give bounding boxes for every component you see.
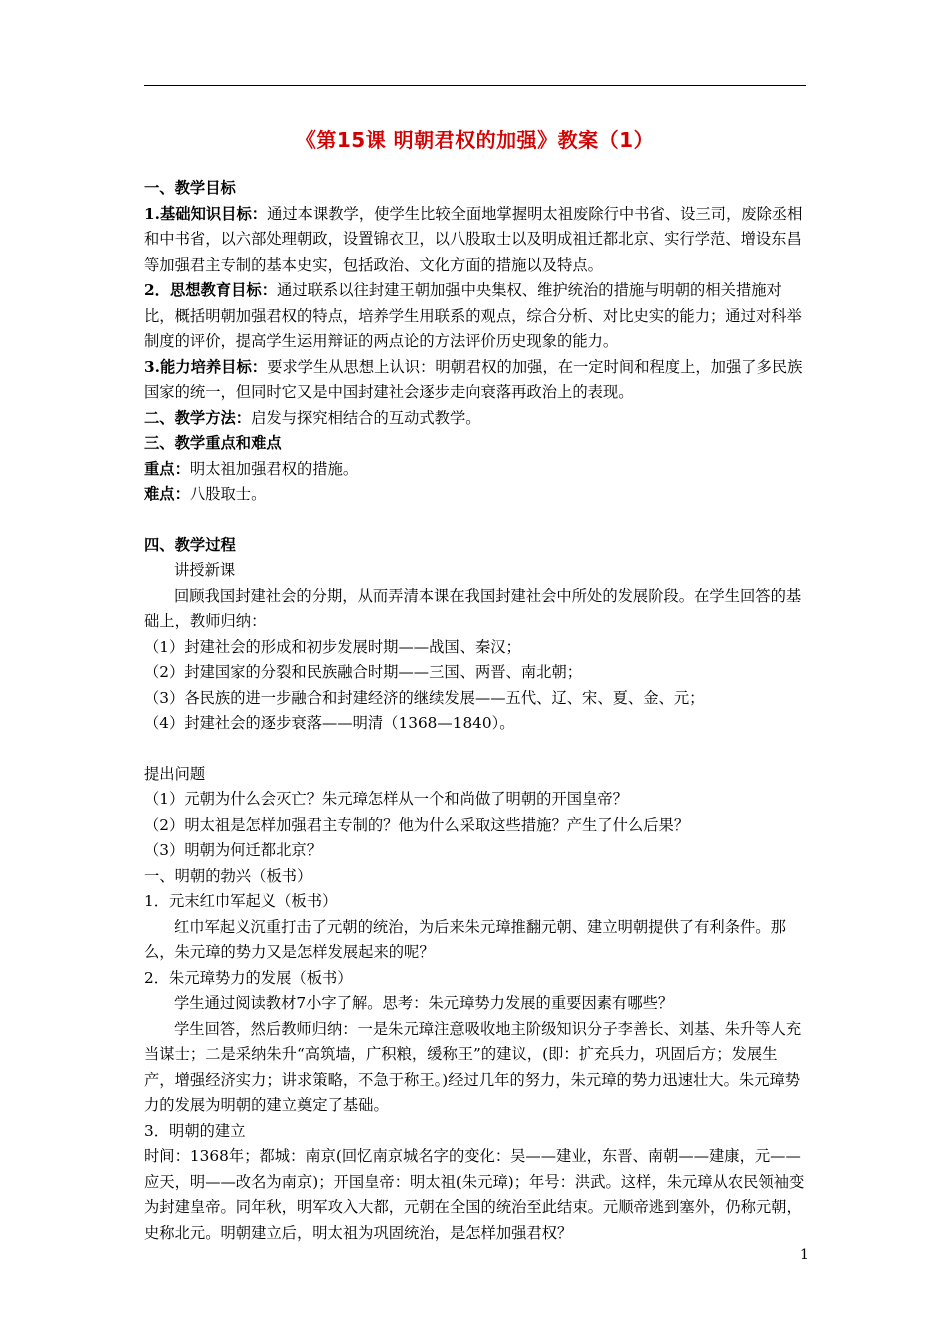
goal-ideology: 2．思想教育目标：通过联系以往封建王朝加强中央集权、维护统治的措施与明朝的相关措施对比，概括明朝加强君权的特点，培养学生用联系的观点，综合分析、对比史实的能力；通过对科举制度的评价，提高学生运用辩证的两点论的方法评价历史现象的能力。 bbox=[144, 281, 802, 350]
section-heading-objectives: 一、教学目标 bbox=[144, 179, 236, 197]
question-item: （1）元朝为什么会灭亡？朱元璋怎样从一个和尚做了明朝的开国皇帝？ bbox=[144, 790, 628, 808]
questions-heading: 提出问题 bbox=[144, 764, 206, 783]
paragraph: 学生通过阅读教材7小字了解。思考：朱元璋势力发展的重要因素有哪些？ bbox=[174, 994, 674, 1012]
subsection-heading: 1．元末红巾军起义（板书） bbox=[144, 892, 338, 910]
period-item: （3）各民族的进一步融合和封建经济的继续发展——五代、辽、宋、夏、金、元； bbox=[144, 688, 705, 707]
period-item: （1）封建社会的形成和初步发展时期——战国、秦汉； bbox=[144, 637, 521, 656]
page-number: 1 bbox=[800, 1247, 809, 1263]
paragraph: 红巾军起义沉重打击了元朝的统治，为后来朱元璋推翻元朝、建立明朝提供了有利条件。那么，朱元璋的势力又是怎样发展起来的呢？ bbox=[144, 917, 786, 961]
subsection-heading: 3．明朝的建立 bbox=[144, 1121, 246, 1140]
document-title: 《第15课 明朝君权的加强》教案（1） bbox=[295, 128, 655, 152]
paragraph: 时间：1368年；都城：南京(回忆南京城名字的变化：吴——建业，东晋、南朝——建康，元——应天，明——改名为南京)；开国皇帝：明太祖(朱元璋)；年号：洪武。这样，朱元璋从农民领袖变为封建皇帝。同年秋，明军攻入大都，元朝在全国的统治至此结束。元顺帝逃到塞外，仍称元朝，史称北元。明朝建立后，明太祖为巩固统治，是怎样加强君权？ bbox=[144, 1147, 805, 1242]
goal-ability: 3.能力培养目标：要求学生从思想上认识：明朝君权的加强，在一定时间和程度上，加强了多民族国家的统一，但同时它又是中国封建社会逐步走向衰落再政治上的表现。 bbox=[144, 357, 803, 401]
goal-knowledge: 1.基础知识目标：通过本课教学，使学生比较全面地掌握明太祖废除行中书省、设三司，废除丞相和中书省，以六部处理朝政，设置锦衣卫，以八股取士以及明成祖迁都北京、实行学范、增设东昌等加强君主专制的基本史实，包括政治、文化方面的措施以及特点。 bbox=[144, 204, 803, 274]
difficult-point: 难点：八股取士。 bbox=[144, 485, 267, 503]
period-item: （4）封建社会的逐步衰落——明清（1368—1840）。 bbox=[144, 714, 515, 732]
key-point: 重点：明太祖加强君权的措施。 bbox=[144, 459, 359, 478]
paragraph: 学生回答，然后教师归纳：一是朱元璋注意吸收地主阶级知识分子李善长、刘基、朱升等人充当谋士；二是采纳朱升“高筑墙，广积粮，缓称王”的建议，(即：扩充兵力，巩固后方；发展生产，增强经济实力；讲求策略，不急于称王。)经过几年的努力，朱元璋的势力迅速壮大。朱元璋势力的发展为明朝的建立奠定了基础。 bbox=[144, 1019, 802, 1114]
part-heading: 一、明朝的勃兴（板书） bbox=[144, 866, 313, 885]
period-item: （2）封建国家的分裂和民族融合时期——三国、两晋、南北朝； bbox=[144, 663, 583, 681]
new-lesson-label: 讲授新课 bbox=[174, 561, 236, 579]
document-body bbox=[144, 176, 808, 1246]
question-item: （3）明朝为何迁都北京？ bbox=[144, 841, 322, 859]
question-item: （2）明太祖是怎样加强君主专制的？他为什么采取这些措施？产生了什么后果？ bbox=[144, 815, 690, 834]
subsection-heading: 2．朱元璋势力的发展（板书） bbox=[144, 968, 353, 987]
section-heading-process: 四、教学过程 bbox=[144, 535, 236, 554]
header-rule bbox=[144, 85, 806, 86]
teaching-method: 二、教学方法：启发与探究相结合的互动式教学。 bbox=[144, 408, 481, 427]
section-heading-keypoints: 三、教学重点和难点 bbox=[144, 434, 282, 452]
review-paragraph: 回顾我国封建社会的分期，从而弄清本课在我国封建社会中所处的发展阶段。在学生回答的基础上，教师归纳： bbox=[144, 586, 802, 630]
